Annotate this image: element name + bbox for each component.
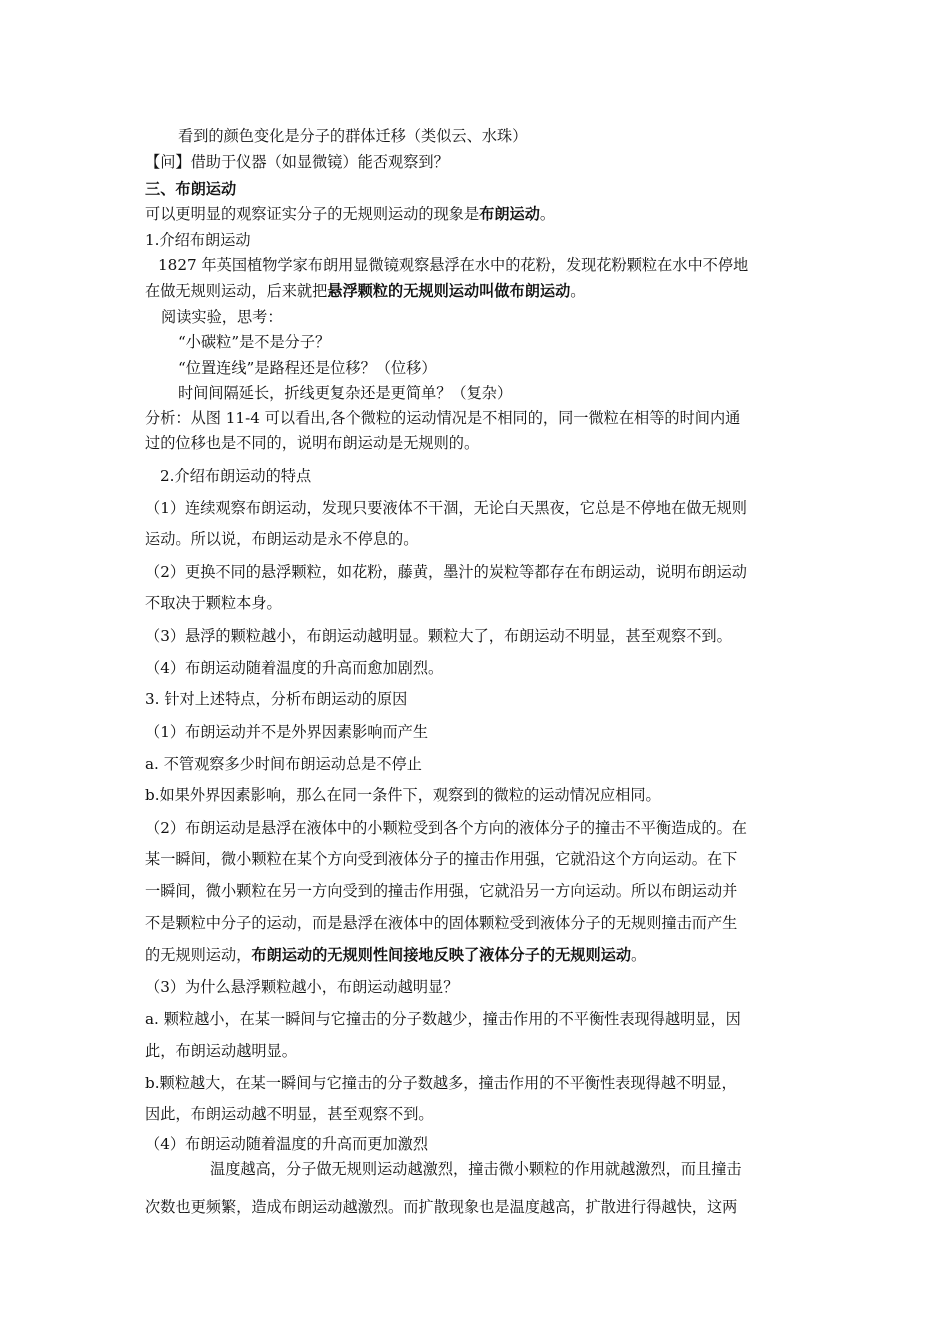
text-line: （1）布朗运动并不是外界因素影响而产生 [145,723,429,741]
text-line: 运动。所以说，布朗运动是永不停息的。 [145,530,419,548]
section-heading: 三、布朗运动 [145,180,237,198]
text-line: （2）更换不同的悬浮颗粒，如花粉，藤黄，墨汁的炭粒等都存在布朗运动，说明布朗运动 [145,563,747,581]
text-line: 因此，布朗运动越不明显，甚至观察不到。 [145,1105,434,1123]
text-line: 不取决于颗粒本身。 [145,594,282,612]
text-line: （3）为什么悬浮颗粒越小，布朗运动越明显？ [145,978,459,996]
text-line: 看到的颜色变化是分子的群体迁移（类似云、水珠） [178,127,528,145]
text-line: 1827 年英国植物学家布朗用显微镜观察悬浮在水中的花粉，发现花粉颗粒在水中不停地 [158,256,749,274]
emphasis: 布朗运动 [479,205,540,223]
text-line: （3）悬浮的颗粒越小，布朗运动越明显。颗粒大了，布朗运动不明显，甚至观察不到。 [145,627,732,645]
text-line: 一瞬间，微小颗粒在另一方向受到的撞击作用强，它就沿另一方向运动。所以布朗运动并 [145,882,738,900]
subheading: 2.介绍布朗运动的特点 [160,467,312,485]
text-line: 分析：从图 11-4 可以看出,各个微粒的运动情况是不相同的，同一微粒在相等的时间内通 [145,409,741,427]
text-line: 某一瞬间，微小颗粒在某个方向受到液体分子的撞击作用强，它就沿这个方向运动。在下 [145,850,738,868]
subheading: 1.介绍布朗运动 [145,231,251,249]
text-line: 的无规则运动，布朗运动的无规则性间接地反映了液体分子的无规则运动。 [145,946,647,964]
text-line: 阅读实验，思考： [161,308,283,326]
text-line: 在做无规则运动，后来就把悬浮颗粒的无规则运动叫做布朗运动。 [145,282,586,300]
text-line: b.如果外界因素影响，那么在同一条件下，观察到的微粒的运动情况应相同。 [145,786,661,804]
text-line: 温度越高，分子做无规则运动越激烈，撞击微小颗粒的作用就越激烈，而且撞击 [210,1160,742,1178]
text-line: b.颗粒越大，在某一瞬间与它撞击的分子数越多，撞击作用的不平衡性表现得越不明显， [145,1074,737,1092]
text-line: 可以更明显的观察证实分子的无规则运动的现象是布朗运动。 [145,205,556,223]
text-line: 过的位移也是不同的，说明布朗运动是无规则的。 [145,434,480,452]
question-line: 时间间隔延长，折线更复杂还是更简单？（复杂） [178,384,513,402]
text-line: 不是颗粒中分子的运动，而是悬浮在液体中的固体颗粒受到液体分子的无规则撞击而产生 [145,914,738,932]
text-line: （1）连续观察布朗运动，发现只要液体不干涸，无论白天黑夜，它总是不停地在做无规则 [145,499,747,517]
text-line: a. 不管观察多少时间布朗运动总是不停止 [145,755,422,773]
question-line: “小碳粒”是不是分子？ [178,333,331,351]
text-line: 次数也更频繁，造成布朗运动越激烈。而扩散现象也是温度越高，扩散进行得越快，这两 [145,1198,738,1216]
subheading: 3. 针对上述特点，分析布朗运动的原因 [145,690,408,708]
question-line: “位置连线”是路程还是位移？（位移） [178,359,437,377]
emphasis: 悬浮颗粒的无规则运动叫做布朗运动 [327,282,571,300]
text-line: （4）布朗运动随着温度的升高而愈加剧烈。 [145,659,444,677]
emphasis: 布朗运动的无规则性间接地反映了液体分子的无规则运动 [251,946,631,964]
text-line: 【问】借助于仪器（如显微镜）能否观察到？ [145,153,449,171]
text-line: （4）布朗运动随着温度的升高而更加激烈 [145,1135,429,1153]
text-line: a. 颗粒越小，在某一瞬间与它撞击的分子数越少，撞击作用的不平衡性表现得越明显，因 [145,1010,741,1028]
text-line: 此，布朗运动越明显。 [145,1042,297,1060]
text-line: （2）布朗运动是悬浮在液体中的小颗粒受到各个方向的液体分子的撞击不平衡造成的。在 [145,819,747,837]
